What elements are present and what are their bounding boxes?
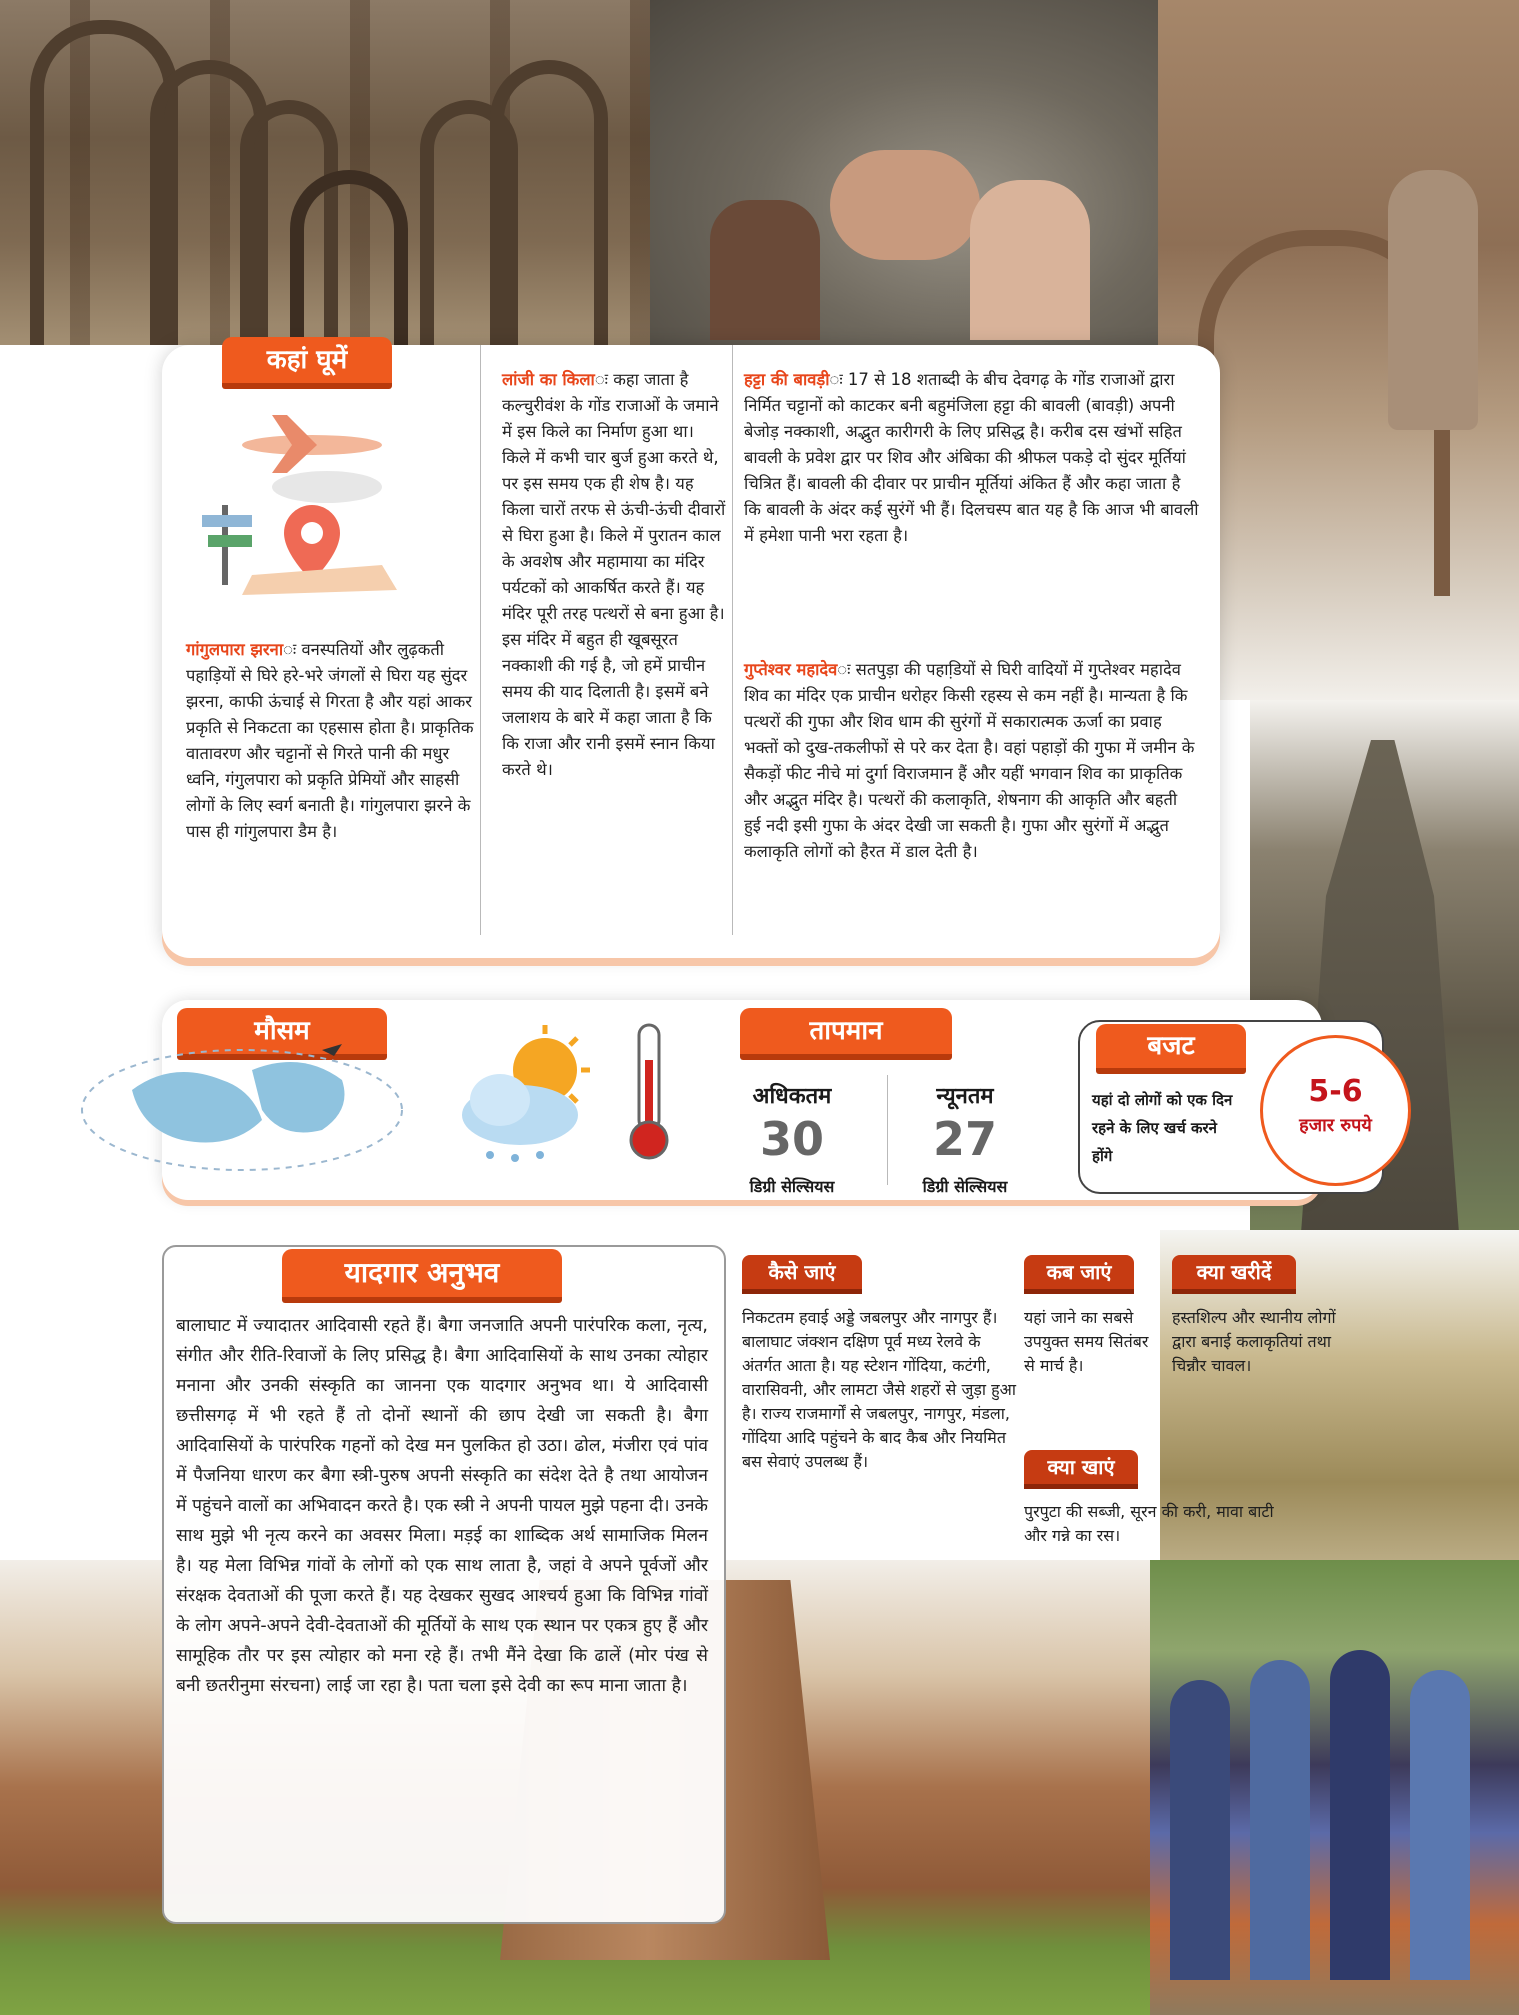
lanji-fort-paragraph xyxy=(502,367,727,783)
hatta-bawdi-text: ः 17 से 18 शताब्दी के बीच देवगढ़ के गोंड राजाओं द्वारा निर्मित चट्टानों को काटकर बनी बहुमंजिला हट्टा की बावली (बावड़ी) अपनी बेजोड़ नक्काशी, अद्भुत कारीगरी के लिए प्रसिद्ध है। करीब दस खंभों सहित बावली के प्रवेश द्वार पर शिव और अंबिका की श्रीफल पकड़े दो सुंदर मूर्तियां चित्रित हैं। बावली की दीवार पर प्राचीन मूर्तियां अंकित हैं और कहा जाता है कि बावली के अंदर कई सुरंगें भी हैं। दिलचस्प बात यह है कि आज भी बावली में हमेशा पानी भरा रहता है। xyxy=(744,370,1199,545)
sun-cloud-icon xyxy=(460,1020,600,1170)
hatta-bawdi-paragraph xyxy=(744,367,1199,549)
where-to-go-card xyxy=(162,345,1220,958)
what-to-buy-text: हस्तशिल्प और स्थानीय लोगों द्वारा बनाई कलाकृतियां तथा चिन्नौर चावल। xyxy=(1172,1308,1336,1375)
budget-tag: बजट xyxy=(1096,1024,1246,1068)
gangulpara-paragraph xyxy=(186,637,486,845)
max-temp-value: 30 xyxy=(759,1112,824,1166)
signpost-icon xyxy=(202,505,252,585)
max-temp-label: अधिकतम xyxy=(752,1084,832,1109)
column-divider xyxy=(480,345,481,935)
thermometer-icon xyxy=(624,1020,674,1165)
budget-text: यहां दो लोगों को एक दिन रहने के लिए खर्च करने होंगे xyxy=(1092,1091,1233,1165)
what-to-buy-tag: क्या खरीदें xyxy=(1172,1255,1296,1289)
gupteshwar-paragraph xyxy=(744,657,1199,865)
where-to-go-tag: कहां घूमें xyxy=(222,337,392,383)
map-pin-icon xyxy=(242,505,397,595)
budget-amount-circle xyxy=(1260,1035,1411,1186)
gangulpara-text: ः वनस्पतियों और लुढ़कती पहाड़ियों से घिरे हरे-भरे जंगलों से घिरा यह सुंदर झरना, काफी ऊंचाई से गिरता है और यहां आकर प्रकृति से निकटता का एहसास होता है। प्राकृतिक वातावरण और चट्टानों से गिरते पानी की मधुर ध्वनि, गंगुलपारा को प्रकृति प्रेमियों और साहसी लोगों के लिए स्वर्ग बनाती है। गांगुलपारा झरने के पास ही गांगुलपारा डैम है। xyxy=(186,640,474,841)
gupteshwar-title: गुप्तेश्वर महादेव xyxy=(744,660,838,679)
memorable-text: बालाघाट में ज्यादातर आदिवासी रहते हैं। बैगा जनजाति अपनी पारंपरिक कला, नृत्य, संगीत और रीति-रिवाजों के लिए प्रसिद्ध है। बैगा आदिवासियों के साथ उनका त्योहार मनाना और उनकी संस्कृति का जानना एक यादगार अनुभव था। ये आदिवासी छत्तीसगढ़ में भी रहते हैं तो दोनों स्थानों की छाप देखी जा सकती है। बैगा आदिवासियों के पारंपरिक गहनों को देख मन पुलकित हो उठा। ढोल, मंजीरा एवं पांव में पैजनिया धारण कर बैगा स्त्री-पुरुष अपनी संस्कृति का संदेश देते है तथा आयोजन में पहुंचने वालों का अभिवादन करते है। एक स्त्री ने अपनी पायल मुझे पहना दी। उनके साथ मुझे भी नृत्य करने का अवसर मिला। मड़ई का शाब्दिक अर्थ सामाजिक मिलन है। यह मेला विभिन्न गांवों के लोगों को एक साथ लाता है, जहां वे अपने पूर्वजों और संरक्षक देवताओं की पूजा करते हैं। यह देखकर सुखद आश्चर्य हुआ कि विभिन्न गांवों के लोग अपने-अपने देवी-देवताओं की मूर्तियों के साथ एक स्थान पर एकत्र हुए हैं और सामूहिक तौर पर इस त्योहार को मना रहे हैं। तभी मैंने देखा कि ढालें (मोर पंख से बनी छतरीनुमा संरचना) लाई जा रहा है। पता चला इसे देवी का रूप माना जाता है। xyxy=(176,1316,708,1696)
weather-tag: मौसम xyxy=(177,1008,387,1054)
stepwell-arches-photo xyxy=(0,0,660,345)
how-to-go-text: निकटतम हवाई अड्डे जबलपुर और नागपुर हैं। बालाघाट जंक्शन दक्षिण पूर्व मध्य रेलवे के अंतर्गत आता है। यह स्टेशन गोंदिया, कटंगी, वारासिवनी, और लामटा जैसे शहरों से जुड़ा हुआ है। राज्य राजमार्गों से जबलपुर, नागपुर, मंडला, गोंदिया आदि पहुंचने के बाद कैब और नियमित बस सेवाएं उपलब्ध हैं। xyxy=(742,1308,1016,1471)
lanji-fort-title: लांजी का किला xyxy=(502,370,595,389)
temp-divider xyxy=(887,1075,888,1185)
what-to-eat-tag: क्या खाएं xyxy=(1024,1450,1138,1484)
min-temp-unit: डिग्री सेल्सियस xyxy=(922,1177,1008,1196)
tribal-dancers-photo xyxy=(1150,1560,1519,2015)
min-temp-value: 27 xyxy=(932,1112,997,1166)
when-to-go-tag: कब जाएं xyxy=(1024,1255,1134,1289)
budget-amount: 5-6 xyxy=(1308,1074,1363,1109)
memorable-tag: यादगार अनुभव xyxy=(282,1249,562,1297)
when-to-go-text: यहां जाने का सबसे उपयुक्त समय सितंबर से मार्च है। xyxy=(1024,1308,1149,1375)
how-to-go-tag: कैसे जाएं xyxy=(742,1255,862,1289)
gupteshwar-text: ः सतपुड़ा की पहाडि़यों से घिरी वादियों में गुप्तेश्वर महादेव शिव का मंदिर एक प्राचीन धरोहर किसी रहस्य से कम नहीं है। मान्यता है कि पत्थरों की गुफा और शिव धाम की सुरंगों में सकारात्मक ऊर्जा का प्रवाह भक्तों को दुख-तकलीफों से परे कर देता है। वहां पहाड़ों की गुफा में जमीन के सैकड़ों फीट नीचे मां दुर्गा विराजमान हैं और यहीं भगवान शिव का प्राकृतिक और अद्भुत मंदिर है। पत्थरों की कलाकृति, शेषनाग की आकृति और बहती हुई नदी इसी गुफा के अंदर देखी जा सकती है। गुफा और सुरंगों में अद्भुत कलाकृति लोगों को हैरत में डाल देती है। xyxy=(744,660,1195,861)
budget-currency: हजार रुपये xyxy=(1299,1115,1372,1136)
travel-illustration xyxy=(202,405,402,595)
min-temp-label: न्यूनतम xyxy=(936,1084,994,1109)
cave-explorers-photo xyxy=(650,0,1160,345)
max-temp-unit: डिग्री सेल्सियस xyxy=(749,1177,835,1196)
gangulpara-title: गांगुलपारा झरना xyxy=(186,640,284,659)
temperature-tag: तापमान xyxy=(740,1008,952,1054)
hatta-bawdi-title: हट्टा की बावड़ी xyxy=(744,370,830,389)
memorable-experience-card xyxy=(162,1245,726,1924)
lanji-fort-text: ः कहा जाता है कल्चुरीवंश के गोंड राजाओं के जमाने में इस किले का निर्माण हुआ था। किले में कभी चार बुर्ज हुआ करते थे, पर इस समय एक ही शेष है। यह किला चारों तरफ से ऊंची-ऊंची दीवारों से घिरा हुआ है। किले में पुरातन काल के अवशेष और महामाया का मंदिर पर्यटकों को आकर्षित करते हैं। यह मंदिर पूरी तरह पत्थरों से बना हुआ है। इस मंदिर में बहुत ही खूबसूरत नक्काशी की गई है, जो हमें प्राचीन समय की याद दिलाती है। इसमें बने जलाशय के बारे में कहा जाता है कि कि राजा और रानी इसमें स्नान किया करते थे। xyxy=(502,370,726,779)
globe-map-icon xyxy=(72,1030,412,1180)
airplane-icon xyxy=(242,415,382,503)
column-divider xyxy=(732,345,733,935)
what-to-eat-text: पुरपुटा की सब्जी, सूरन की करी, मावा बाटी और गन्ने का रस। xyxy=(1024,1502,1274,1545)
